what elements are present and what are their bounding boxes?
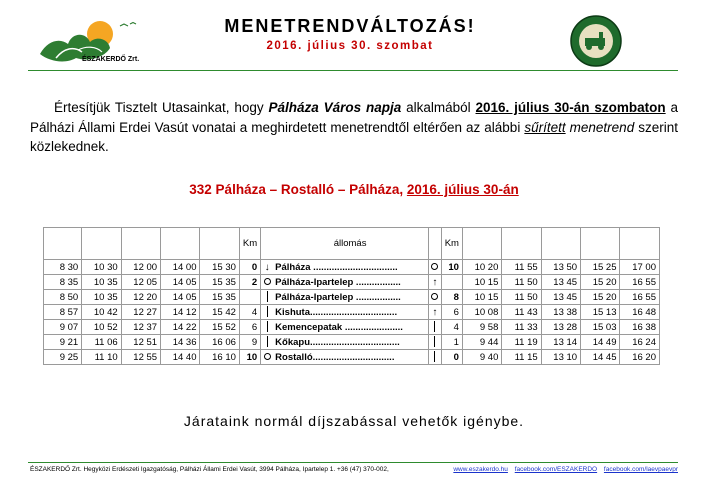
km-value: 9 xyxy=(239,335,260,350)
route-marker xyxy=(429,350,442,365)
route-text: 332 Pálháza – Rostalló – Pálháza, xyxy=(189,182,407,197)
route-marker xyxy=(429,335,442,350)
intro-paragraph xyxy=(30,98,678,157)
intro-text-1: Értesítjük Tisztelt Utasainkat, hogy xyxy=(54,100,269,115)
km-return-value: 1 xyxy=(441,335,462,350)
return-time: 10 20 xyxy=(462,260,501,275)
intro-compressed: sűrített xyxy=(524,119,566,135)
table-row xyxy=(44,320,660,335)
through-line-icon xyxy=(267,321,268,332)
route-marker xyxy=(429,260,442,275)
return-time: 16 24 xyxy=(620,335,660,350)
station-name: Pálháza-Ipartelep ................. xyxy=(275,276,401,288)
route-marker xyxy=(261,335,274,350)
page-title: MENETRENDVÁLTOZÁS! xyxy=(224,16,476,36)
station-cell xyxy=(273,335,428,350)
departure-time: 8 35 xyxy=(44,275,82,290)
route-marker xyxy=(261,275,274,290)
stop-circle-icon xyxy=(264,353,271,360)
departure-time: 8 30 xyxy=(44,260,82,275)
website-link[interactable]: www.eszakerdo.hu xyxy=(453,466,508,473)
return-time: 11 15 xyxy=(502,350,541,365)
departure-time: 8 50 xyxy=(44,290,82,305)
return-time: 11 43 xyxy=(502,305,541,320)
fare-note: Járataink normál díjszabással vehetők igénybe. xyxy=(183,413,525,429)
timetable xyxy=(43,227,660,365)
return-time: 13 10 xyxy=(541,350,580,365)
km-return-value: 4 xyxy=(441,320,462,335)
km-header: Km xyxy=(239,228,260,260)
km-value: 4 xyxy=(239,305,260,320)
departure-time: 9 21 xyxy=(44,335,82,350)
intro-schedule: menetrend xyxy=(569,119,635,135)
return-time: 16 48 xyxy=(620,305,660,320)
return-time: 10 15 xyxy=(462,275,501,290)
departure-time: 15 30 xyxy=(200,260,239,275)
through-line-icon xyxy=(267,306,268,317)
station-name: Kőkapu.................................. xyxy=(275,336,400,348)
facebook-eszakerdo-link[interactable]: facebook.com/ESZAKERDO xyxy=(514,466,598,473)
table-row xyxy=(44,290,660,305)
arrow-down-icon: ↓ xyxy=(264,261,270,273)
return-time: 11 50 xyxy=(502,275,541,290)
return-time: 14 49 xyxy=(581,335,620,350)
station-cell xyxy=(273,320,428,335)
table-row xyxy=(44,335,660,350)
km-value: 0 xyxy=(239,260,260,275)
through-line-icon xyxy=(434,336,435,347)
departure-time: 12 55 xyxy=(121,350,160,365)
railway-seal xyxy=(569,14,623,68)
intro-date: 2016. július 30-án szombaton xyxy=(475,100,666,115)
km-value xyxy=(239,290,260,305)
departure-time: 15 35 xyxy=(200,290,239,305)
return-time: 15 20 xyxy=(581,290,620,305)
table-row xyxy=(44,260,660,275)
departure-time: 10 35 xyxy=(82,275,121,290)
intro-text-5: szerint közlekednek. xyxy=(30,119,678,154)
return-time: 11 50 xyxy=(502,290,541,305)
table-row xyxy=(44,275,660,290)
station-name: Kishuta................................. xyxy=(275,306,398,318)
km-return-value: 8 xyxy=(441,290,462,305)
return-time: 9 40 xyxy=(462,350,501,365)
page-subtitle: 2016. július 30. szombat xyxy=(266,40,434,52)
departure-time: 12 51 xyxy=(121,335,160,350)
route-marker xyxy=(261,305,274,320)
footer-divider xyxy=(28,462,678,463)
departure-time: 14 00 xyxy=(161,260,200,275)
stop-circle-icon xyxy=(431,293,438,300)
return-time: 9 58 xyxy=(462,320,501,335)
departure-time: 15 35 xyxy=(200,275,239,290)
return-time: 13 28 xyxy=(541,320,580,335)
facebook-laev-link[interactable]: facebook.com/laevpaevpr xyxy=(603,466,678,473)
return-time: 15 13 xyxy=(581,305,620,320)
through-line-icon xyxy=(267,291,268,302)
footer-address: ÉSZAKERDŐ Zrt. Hegyközi Erdészeti Igazgatóság, Pálházi Állami Erdei Vasút, 3994 Pálháza, Ipartelep 1. +36 (47) 370-002, xyxy=(30,466,389,473)
route-marker xyxy=(261,350,274,365)
return-time: 14 45 xyxy=(581,350,620,365)
station-name: Pálháza-Ipartelep ................. xyxy=(275,291,401,303)
return-time: 16 55 xyxy=(620,275,660,290)
departure-time: 14 05 xyxy=(161,275,200,290)
km2-header: Km xyxy=(441,228,462,260)
departure-time: 14 05 xyxy=(161,290,200,305)
departure-time: 9 25 xyxy=(44,350,82,365)
km-return-value: 6 xyxy=(441,305,462,320)
through-line-icon xyxy=(267,336,268,347)
departure-time: 14 36 xyxy=(161,335,200,350)
departure-time: 12 00 xyxy=(121,260,160,275)
return-time: 16 20 xyxy=(620,350,660,365)
return-time: 15 20 xyxy=(581,275,620,290)
arrow-up-icon: ↑ xyxy=(432,306,438,318)
route-marker xyxy=(429,275,442,290)
departure-time: 10 42 xyxy=(82,305,121,320)
return-time: 11 55 xyxy=(502,260,541,275)
return-time: 13 38 xyxy=(541,305,580,320)
return-time: 10 08 xyxy=(462,305,501,320)
return-time: 15 25 xyxy=(581,260,620,275)
km-return-value: 10 xyxy=(441,260,462,275)
route-marker xyxy=(429,305,442,320)
return-time: 13 45 xyxy=(541,275,580,290)
departure-time: 9 07 xyxy=(44,320,82,335)
return-time: 13 50 xyxy=(541,260,580,275)
route-marker xyxy=(261,320,274,335)
departure-time: 11 10 xyxy=(82,350,121,365)
route-heading xyxy=(30,182,678,197)
timetable-header-row xyxy=(44,228,660,260)
intro-text-3: a Pálházi Állami Erdei Vasút vonatai a meghirdetett menetrendtől eltérően az alábbi xyxy=(30,100,679,135)
return-time: 11 19 xyxy=(502,335,541,350)
departure-time: 16 06 xyxy=(200,335,239,350)
station-name: Rostalló............................... xyxy=(275,351,395,363)
station-name: Kemencepatak ...................... xyxy=(275,321,403,333)
logo-left-text: ÉSZAKERDŐ Zrt. xyxy=(82,56,140,63)
route-date: 2016. július 30-án xyxy=(406,182,519,197)
departure-time: 11 06 xyxy=(82,335,121,350)
route-marker xyxy=(429,320,442,335)
km-value: 6 xyxy=(239,320,260,335)
station-cell xyxy=(273,275,428,290)
route-marker xyxy=(261,290,274,305)
return-time: 13 45 xyxy=(541,290,580,305)
station-cell xyxy=(273,350,428,365)
departure-time: 12 20 xyxy=(121,290,160,305)
return-time: 16 55 xyxy=(620,290,660,305)
station-name: Pálháza ................................ xyxy=(275,261,398,273)
route-marker xyxy=(429,290,442,305)
departure-time: 14 40 xyxy=(161,350,200,365)
return-time: 13 14 xyxy=(541,335,580,350)
through-line-icon xyxy=(434,351,435,362)
departure-time: 15 42 xyxy=(200,305,239,320)
departure-time: 12 37 xyxy=(121,320,160,335)
km-value: 2 xyxy=(239,275,260,290)
return-time: 9 44 xyxy=(462,335,501,350)
station-cell xyxy=(273,290,428,305)
return-time: 15 03 xyxy=(581,320,620,335)
table-row xyxy=(44,305,660,320)
route-marker xyxy=(261,260,274,275)
departure-time: 12 05 xyxy=(121,275,160,290)
return-time: 11 33 xyxy=(502,320,541,335)
table-row xyxy=(44,350,660,365)
departure-time: 10 35 xyxy=(82,290,121,305)
km-value: 10 xyxy=(239,350,260,365)
departure-time: 15 52 xyxy=(200,320,239,335)
header-divider xyxy=(28,70,678,71)
km-return-value: 0 xyxy=(441,350,462,365)
departure-time: 10 30 xyxy=(82,260,121,275)
through-line-icon xyxy=(434,321,435,332)
departure-time: 14 22 xyxy=(161,320,200,335)
stop-circle-icon xyxy=(264,278,271,285)
return-time: 10 15 xyxy=(462,290,501,305)
return-time: 16 38 xyxy=(620,320,660,335)
departure-time: 10 52 xyxy=(82,320,121,335)
departure-time: 14 12 xyxy=(161,305,200,320)
stop-circle-icon xyxy=(431,263,438,270)
station-cell xyxy=(273,305,428,320)
station-header: állomás xyxy=(273,228,428,260)
station-cell xyxy=(273,260,428,275)
departure-time: 12 27 xyxy=(121,305,160,320)
intro-text-2: alkalmából xyxy=(401,100,476,115)
railway-seal-icon xyxy=(569,14,623,68)
arrow-up-icon: ↑ xyxy=(432,276,438,288)
km-return-value xyxy=(441,275,462,290)
departure-time: 8 57 xyxy=(44,305,82,320)
departure-time: 16 10 xyxy=(200,350,239,365)
return-time: 17 00 xyxy=(620,260,660,275)
footer-links xyxy=(448,466,678,473)
intro-event: Pálháza Város napja xyxy=(268,100,402,115)
